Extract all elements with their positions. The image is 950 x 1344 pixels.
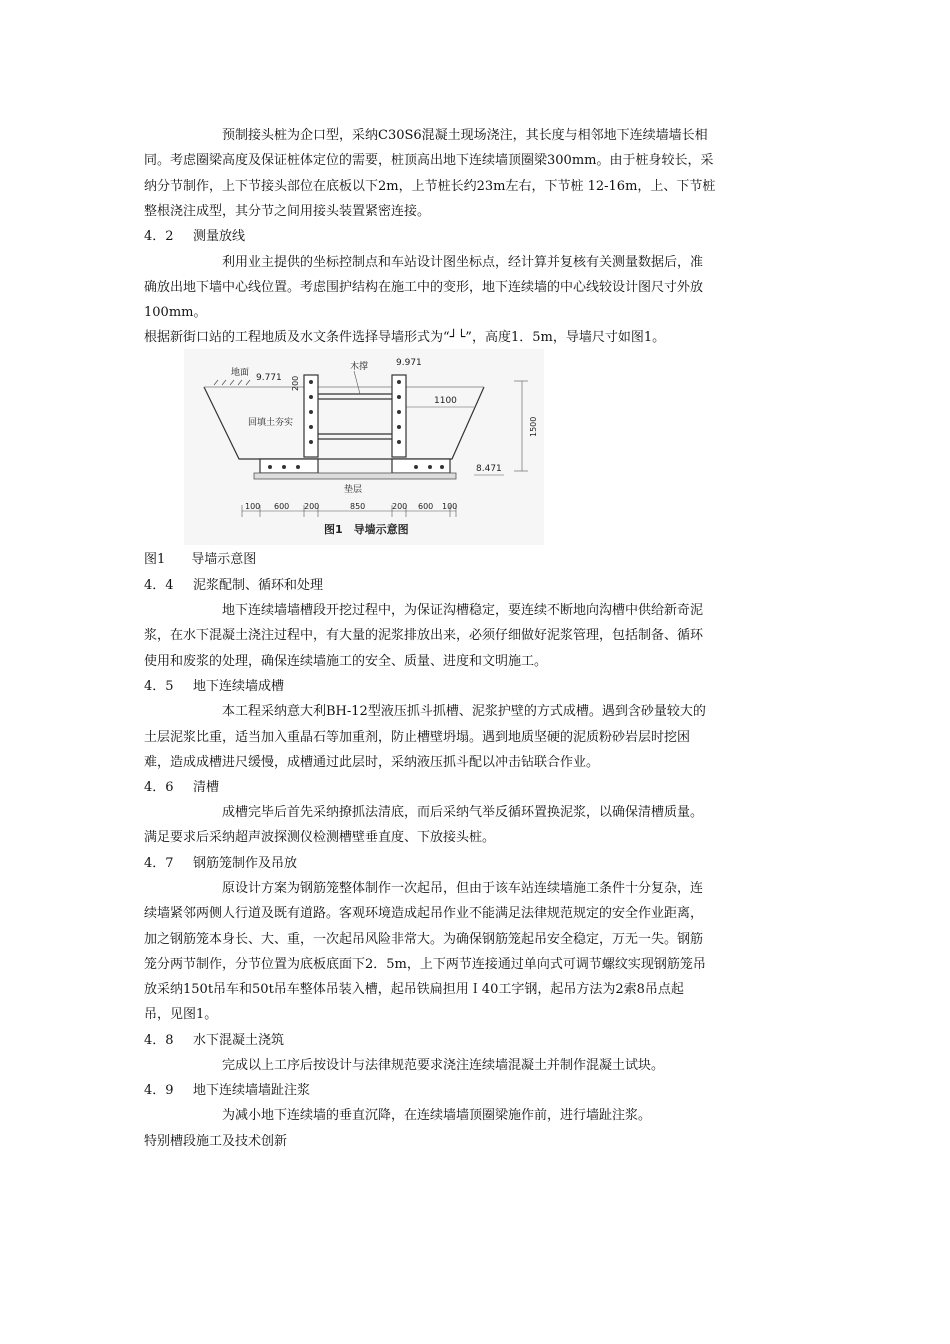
section-heading: 钢筋笼制作及吊放 bbox=[193, 856, 298, 871]
cushion-layer bbox=[254, 473, 456, 479]
paragraph-line: 放采纳150t吊车和50t吊车整体吊装入槽，起吊铁扁担用Ｉ40工字钢，起吊方法为2索8吊点起 bbox=[144, 982, 684, 997]
label-ground: 地面 bbox=[231, 368, 250, 378]
section-number: 4．7 bbox=[144, 856, 174, 871]
label-elev-left: 9.771 bbox=[256, 373, 282, 383]
paragraph-line: 难，造成成槽进尺缓慢，成槽通过此层时，采纳液压抓斗配以冲击钻联合作业。 bbox=[144, 755, 600, 770]
paragraph-line: 吊，见图1。 bbox=[144, 1007, 218, 1022]
section-number: 4．8 bbox=[144, 1033, 174, 1048]
paragraph-line: 本工程采纳意大利BH-12型液压抓斗抓槽、泥浆护壁的方式成槽。遇到含砂量较大的 bbox=[222, 704, 706, 719]
paragraph-line: 浆，在水下混凝土浇注过程中，有大量的泥浆排放出来，必须仔细做好泥浆管理，包括制备、循环 bbox=[144, 628, 704, 643]
paragraph-line: 根据新街口站的工程地质及水文条件选择导墙形式为“┘└”，高度1．5m，导墙尺寸如图1。 bbox=[144, 330, 666, 345]
section-heading: 地下连续墙成槽 bbox=[193, 679, 285, 694]
left-guide-wall bbox=[304, 375, 318, 457]
dim-label: 850 bbox=[350, 502, 366, 511]
brace-leader bbox=[354, 371, 360, 394]
dim-label: 200 bbox=[392, 502, 408, 511]
label-cushion: 垫层 bbox=[344, 485, 363, 495]
paragraph-line: 整根浇注成型，其分节之间用接头装置紧密连接。 bbox=[144, 204, 431, 219]
paragraph-line: 笼分两节制作，分节位置为底板底面下2．5m，上下两节连接通过单向式可调节螺纹实现钢筋笼吊 bbox=[144, 957, 706, 972]
paragraph-line: 预制接头桩为企口型，采纳C30S6混凝土现场浇注，其长度与相邻地下连续墙墙长相 bbox=[222, 128, 708, 143]
paragraph-line: 100mm。 bbox=[144, 305, 207, 320]
paragraph-line: 地下连续墙墙槽段开挖过程中，为保证沟槽稳定，要连续不断地向沟槽中供给新奇泥 bbox=[222, 603, 704, 618]
label-dim-200: 200 bbox=[291, 375, 300, 391]
label-elev-bottom: 8.471 bbox=[476, 464, 502, 474]
label-dim-1500: 1500 bbox=[529, 416, 538, 437]
paragraph-line: 满足要求后采纳超声波探测仪检测槽壁垂直度、下放接头桩。 bbox=[144, 830, 496, 845]
paragraph-line: 使用和废浆的处理，确保连续墙施工的安全、质量、进度和文明施工。 bbox=[144, 654, 548, 669]
paragraph-line: 确放出地下墙中心线位置。考虑围护结构在施工中的变形，地下连续墙的中心线较设计图尺寸外放 bbox=[144, 280, 704, 295]
guide-wall-figure bbox=[184, 349, 544, 545]
paragraph-line: 土层泥浆比重，适当加入重晶石等加重剂，防止槽壁坍塌。遇到地质坚硬的泥质粉砂岩层时挖困 bbox=[144, 730, 691, 745]
ground-hatch bbox=[214, 380, 250, 385]
label-backfill: 回填土夯实 bbox=[248, 418, 294, 428]
rebar-dots bbox=[268, 380, 444, 469]
right-guide-wall bbox=[392, 375, 406, 457]
dim-label: 600 bbox=[274, 502, 290, 511]
section-number: 4．9 bbox=[144, 1083, 174, 1098]
dim-labels bbox=[245, 502, 457, 511]
section-number: 4．2 bbox=[144, 229, 174, 244]
paragraph-line: 为减小地下连续墙的垂直沉降，在连续墙墙顶圈梁施作前，进行墙趾注浆。 bbox=[222, 1108, 652, 1123]
label-elev-right: 9.971 bbox=[396, 358, 422, 368]
label-dim-1100: 1100 bbox=[434, 396, 457, 406]
section-heading: 特别槽段施工及技术创新 bbox=[144, 1134, 288, 1149]
dim-label: 100 bbox=[442, 502, 458, 511]
guide-wall-diagram bbox=[184, 349, 544, 545]
section-heading: 地下连续墙墙趾注浆 bbox=[193, 1083, 311, 1098]
paragraph-line: 利用业主提供的坐标控制点和车站设计图坐标点，经计算并复核有关测量数据后，准 bbox=[222, 255, 704, 270]
label-brace: 木撑 bbox=[350, 362, 369, 372]
trench-right-slope bbox=[364, 387, 484, 459]
paragraph-line: 加之钢筋笼本身长、大、重，一次起吊风险非常大。为确保钢筋笼起吊安全稳定，万无一失。钢筋 bbox=[144, 932, 704, 947]
dim-label: 100 bbox=[245, 502, 261, 511]
paragraph-line: 续墙紧邻两侧人行道及既有道路。客观环境造成起吊作业不能满足法律规范规定的安全作业距离， bbox=[144, 906, 704, 921]
section-heading: 测量放线 bbox=[193, 229, 246, 244]
figure-title: 图1 导墙示意图 bbox=[324, 523, 409, 536]
paragraph-line: 成槽完毕后首先采纳撩抓法清底，而后采纳气举反循环置换泥浆，以确保清槽质量。 bbox=[222, 805, 704, 820]
paragraph-line: 纳分节制作，上下节接头部位在底板以下2m，上节桩长约23m左右，下节桩 12-16m，上、下节桩 bbox=[144, 179, 716, 194]
section-heading: 水下混凝土浇筑 bbox=[193, 1033, 285, 1048]
section-heading: 清槽 bbox=[193, 780, 220, 795]
section-number: 4．6 bbox=[144, 780, 174, 795]
dim-label: 600 bbox=[418, 502, 434, 511]
section-heading: 泥浆配制、循环和处理 bbox=[193, 578, 324, 593]
paragraph-line: 同。考虑圈梁高度及保证桩体定位的需要，桩顶高出地下连续墙顶圈梁300mm。由于桩身较长，采 bbox=[144, 153, 714, 168]
paragraph-line: 原设计方案为钢筋笼整体制作一次起吊，但由于该车站连续墙施工条件十分复杂，连 bbox=[222, 881, 704, 896]
figure-caption: 图1 导墙示意图 bbox=[144, 552, 257, 567]
dim-label: 200 bbox=[304, 502, 320, 511]
paragraph-line: 完成以上工序后按设计与法律规范要求浇注连续墙混凝土并制作混凝土试块。 bbox=[222, 1058, 665, 1073]
section-number: 4．4 bbox=[144, 578, 174, 593]
section-number: 4．5 bbox=[144, 679, 174, 694]
